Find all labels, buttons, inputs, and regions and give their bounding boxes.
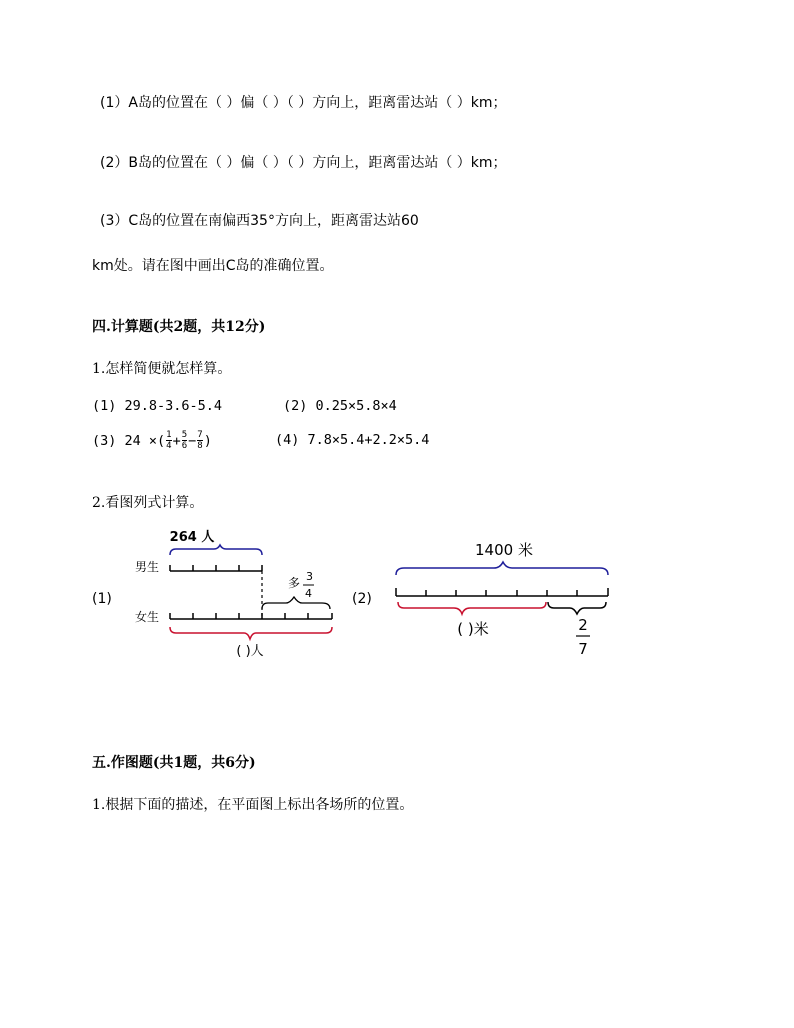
frac-den: 8 [197, 441, 203, 451]
diagram2-answer: ( )米 [457, 620, 489, 638]
diagram2-frac-num: 2 [578, 616, 588, 634]
op-plus: + [172, 432, 181, 449]
diagram2-black-brace [548, 602, 606, 614]
diagram1-frac-den: 4 [305, 587, 312, 600]
diagram1-boys-label: 男生 [135, 560, 160, 574]
frac-den: 6 [181, 441, 188, 451]
fraction-7-8 [197, 430, 202, 451]
diagram1-answer: ( )人 [236, 644, 264, 659]
expr-3-suffix: ) [203, 432, 212, 449]
diagram1-bottom-brace [170, 627, 332, 639]
boys-ticks [170, 565, 262, 571]
fraction-1-4 [166, 430, 171, 451]
fraction-5-6 [182, 430, 187, 451]
distance-ticks [396, 588, 608, 596]
q3-1: (1）A岛的位置在（ ）偏（ ）（ ）方向上，距离雷达站（ ）km； [100, 95, 507, 111]
diagram1-more-brace [262, 597, 330, 609]
diagram1-top-label: 264 人 [169, 530, 215, 545]
diagram1-num: (1) [92, 591, 112, 607]
diagram2-top-brace [396, 562, 608, 575]
section5-heading: 五.作图题(共1题，共6分) [92, 755, 256, 771]
diagram1-more-label: 多 [288, 576, 301, 590]
diagram2-frac-den: 7 [578, 640, 588, 658]
expr-1: (1) 29.8-3.6-5.4 [92, 398, 223, 414]
frac-num: 5 [181, 430, 188, 440]
expr-4: (4) 7.8×5.4+2.2×5.4 [275, 432, 430, 448]
q3-3-line1: (3）C岛的位置在南偏西35°方向上，距离雷达站60 [100, 213, 419, 229]
expr-3-prefix: (3) 24 ×( [92, 432, 166, 449]
diagram1-top-brace [170, 545, 262, 555]
frac-den: 4 [166, 441, 172, 451]
girls-ticks [170, 613, 332, 619]
frac-num: 1 [166, 430, 172, 440]
q3-2: (2）B岛的位置在（ ）偏（ ）（ ）方向上，距离雷达站（ ）km； [100, 155, 507, 171]
section4-heading: 四.计算题(共2题，共12分) [92, 319, 266, 335]
diagram2-top-label: 1400 米 [475, 541, 533, 559]
diagram1-frac-num: 3 [306, 570, 313, 583]
diagram-1 [90, 525, 350, 665]
expr-3 [92, 430, 212, 451]
frac-num: 7 [197, 430, 203, 440]
diagram2-red-brace [398, 602, 546, 614]
section5-q1: 1.根据下面的描述，在平面图上标出各场所的位置。 [92, 797, 414, 813]
expr-2: (2) 0.25×5.8×4 [283, 398, 397, 414]
diagram-2 [348, 530, 618, 665]
op-minus: − [188, 432, 197, 449]
diagram1-girls-label: 女生 [135, 610, 160, 624]
diagram2-num: (2) [352, 591, 372, 607]
section4-q1-prompt: 1.怎样简便就怎样算。 [92, 361, 232, 377]
section4-q2-prompt: 2.看图列式计算。 [92, 495, 204, 511]
q3-3-line2: km处。请在图中画出C岛的准确位置。 [92, 258, 334, 274]
